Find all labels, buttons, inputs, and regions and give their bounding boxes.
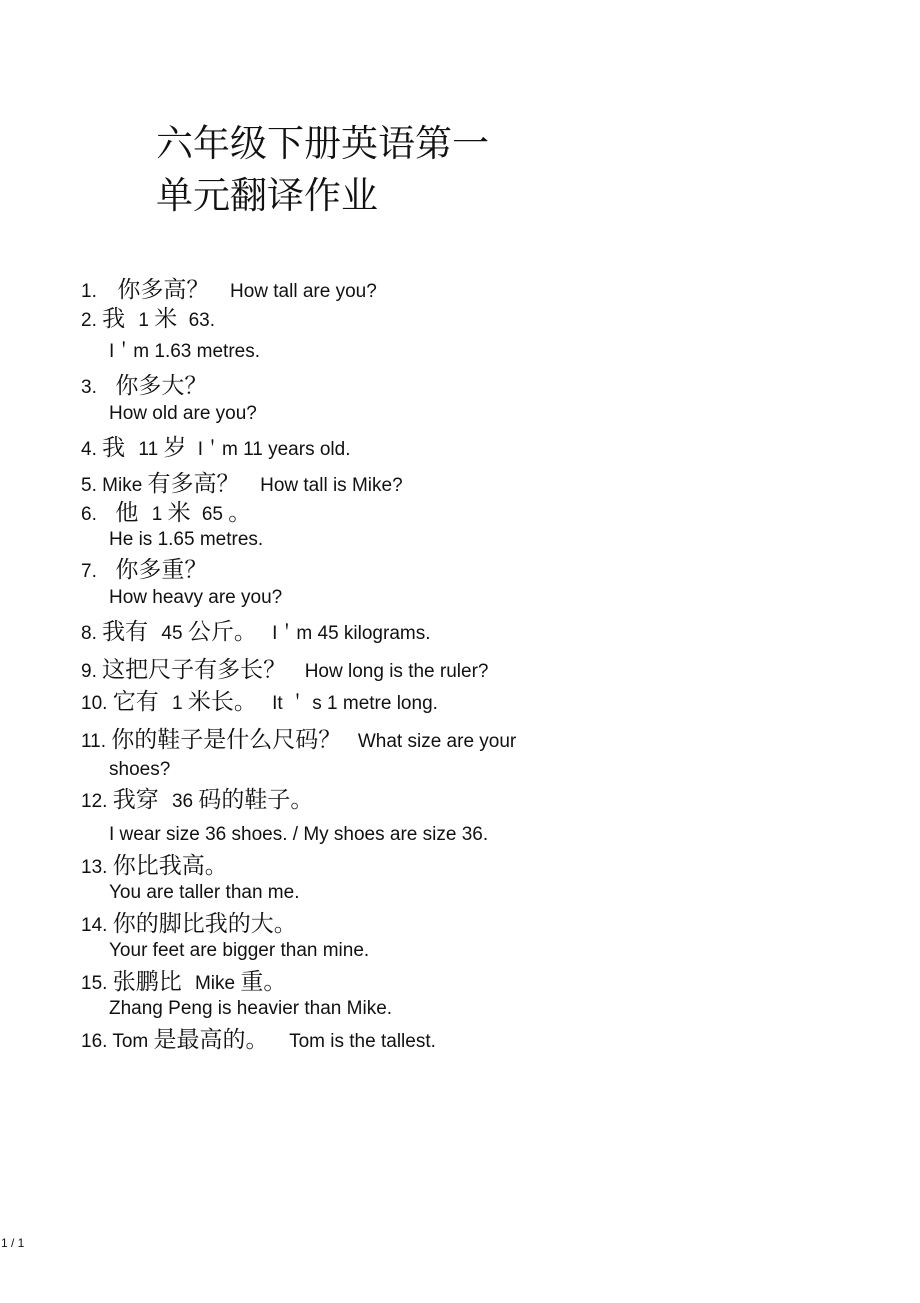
- page-number: 1 / 1: [1, 1236, 25, 1250]
- english-translation: I＇m 45 kilograms.: [272, 623, 431, 644]
- chinese-sentence-part: 米: [154, 306, 178, 332]
- chinese-sentence-part: 张鹏比: [112, 969, 182, 995]
- item-number: 1.: [81, 281, 97, 302]
- item-number: 10.: [81, 693, 108, 714]
- item-11: [81, 727, 516, 755]
- chinese-sentence: 你多高？: [117, 277, 210, 303]
- item-number: 11.: [81, 731, 107, 752]
- item-number: 13.: [81, 857, 108, 878]
- chinese-sentence-part: 我穿: [112, 787, 159, 813]
- chinese-sentence: 你的脚比我的大。: [112, 911, 297, 937]
- chinese-sentence: 你多重？: [115, 557, 208, 583]
- english-translation: How old are you?: [109, 403, 257, 424]
- english-translation-continued: shoes?: [109, 759, 171, 780]
- document-title-line-1: 六年级下册英语第一: [156, 122, 489, 165]
- number-part: 65: [201, 504, 223, 525]
- chinese-sentence: 你比我高。: [112, 853, 228, 879]
- item-15: [81, 969, 286, 997]
- english-translation: How heavy are you?: [109, 587, 283, 608]
- item-number: 3.: [81, 377, 97, 398]
- item-number: 2.: [81, 310, 97, 331]
- item-1: [81, 277, 377, 305]
- chinese-sentence-part: 它有: [112, 689, 159, 715]
- number-part: 1: [151, 504, 163, 525]
- chinese-sentence: 你的鞋子是什么尺码？: [111, 727, 342, 753]
- english-translation: Zhang Peng is heavier than Mike.: [109, 998, 393, 1019]
- item-8: [81, 619, 431, 647]
- english-translation: What size are your: [357, 731, 517, 752]
- chinese-sentence-part: 米: [167, 500, 191, 526]
- chinese-sentence-part: 。: [228, 500, 252, 526]
- item-16: [81, 1027, 436, 1055]
- chinese-sentence-part: 码的鞋子。: [198, 787, 314, 813]
- chinese-sentence: 有多高？: [147, 471, 240, 497]
- item-number: 12.: [81, 791, 108, 812]
- number-part: 63.: [188, 310, 215, 331]
- english-translation: Tom is the tallest.: [289, 1031, 436, 1052]
- item-2: [81, 306, 215, 334]
- item-13-translation: [109, 880, 299, 906]
- item-12-translation: [109, 822, 488, 848]
- item-15-translation: [109, 996, 392, 1022]
- item-number: 4.: [81, 439, 97, 460]
- chinese-sentence-part: 我: [102, 435, 126, 461]
- item-12: [81, 787, 313, 815]
- number-part: 11: [138, 439, 159, 460]
- document-title-line-2: 单元翻译作业: [156, 174, 378, 217]
- item-7-translation: [109, 585, 282, 611]
- english-translation: I＇m 11 years old.: [197, 439, 351, 460]
- item-number: 15.: [81, 973, 108, 994]
- number-part: 1: [138, 310, 149, 331]
- english-translation: I＇m 1.63 metres.: [109, 341, 260, 362]
- item-7: [81, 557, 207, 585]
- chinese-sentence-part: 米长。: [187, 689, 257, 715]
- number-part: 1: [171, 693, 183, 714]
- number-part: 36: [171, 791, 194, 812]
- item-number: 5.: [81, 475, 97, 496]
- item-2-translation: [109, 339, 260, 365]
- chinese-sentence: 这把尺子有多长？: [102, 657, 287, 683]
- chinese-sentence: 你多大？: [115, 373, 208, 399]
- english-translation: How tall is Mike?: [260, 475, 403, 496]
- chinese-sentence: 是最高的。: [153, 1027, 269, 1053]
- item-10: [81, 689, 438, 717]
- chinese-sentence-part: 公斤。: [187, 619, 257, 645]
- chinese-sentence-part: 我有: [102, 619, 149, 645]
- english-translation: Your feet are bigger than mine.: [109, 940, 370, 961]
- english-translation: I wear size 36 shoes. / My shoes are size 36.: [109, 824, 489, 845]
- item-11-translation-cont: [109, 757, 170, 783]
- english-translation: How long is the ruler?: [304, 661, 489, 682]
- number-part: 45: [161, 623, 183, 644]
- item-14-translation: [109, 938, 369, 964]
- english-translation: You are taller than me.: [109, 882, 300, 903]
- item-number: 7.: [81, 561, 97, 582]
- item-5: [81, 471, 403, 499]
- chinese-sentence-part: 岁: [163, 435, 187, 461]
- item-number: 8.: [81, 623, 97, 644]
- english-translation: It ＇ s 1 metre long.: [272, 693, 438, 714]
- english-translation: He is 1.65 metres.: [109, 529, 264, 550]
- item-3-translation: [109, 401, 257, 427]
- item-number: 6.: [81, 504, 97, 525]
- item-14: [81, 911, 297, 939]
- item-13: [81, 853, 228, 881]
- item-number: 16.: [81, 1031, 108, 1052]
- chinese-sentence-part: 我: [102, 306, 126, 332]
- english-translation: How tall are you?: [229, 281, 377, 302]
- item-9: [81, 657, 488, 685]
- item-number: 14.: [81, 915, 108, 936]
- item-6: [81, 500, 251, 528]
- item-3: [81, 373, 207, 401]
- chinese-sentence-part: 重。: [240, 969, 287, 995]
- name-part: Mike: [194, 973, 236, 994]
- name-part: Tom: [112, 1031, 149, 1052]
- name-part: Mike: [102, 475, 143, 496]
- item-4: [81, 435, 350, 463]
- chinese-sentence-part: 他: [115, 500, 139, 526]
- item-6-translation: [109, 527, 263, 553]
- item-number: 9.: [81, 661, 97, 682]
